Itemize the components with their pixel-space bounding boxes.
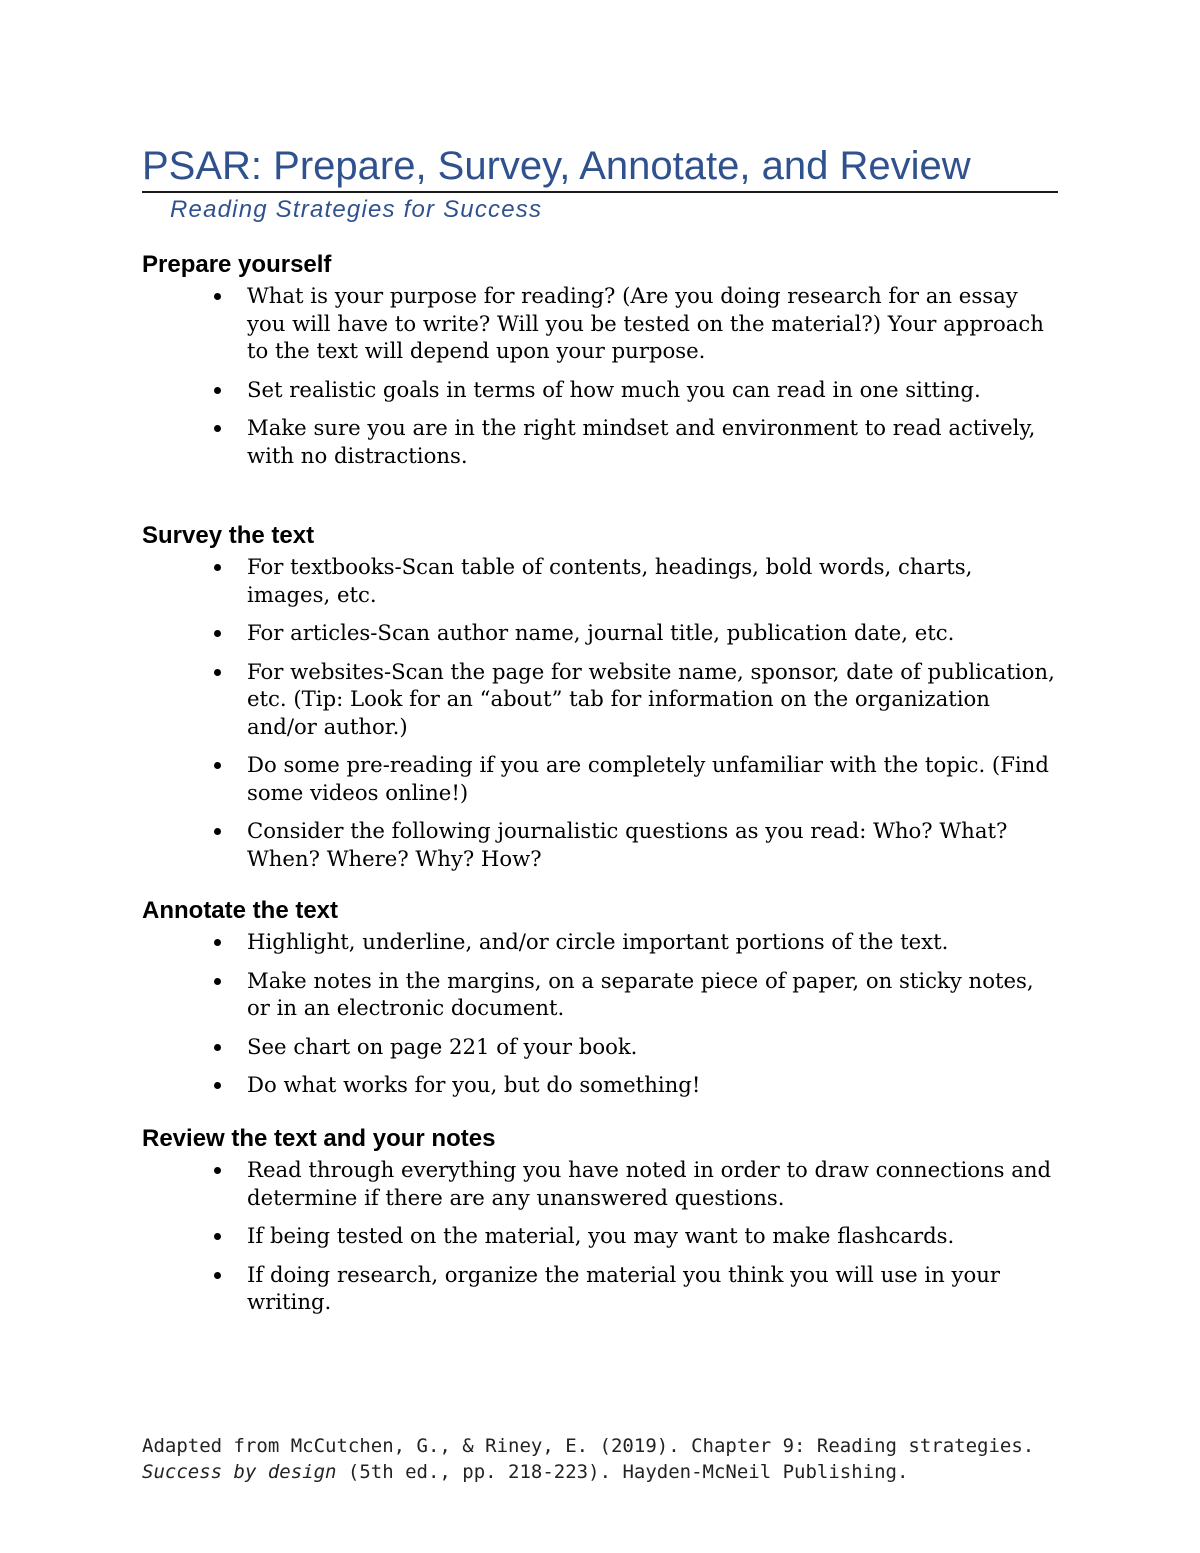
list-item (142, 817, 1062, 872)
section-annotate (142, 897, 1062, 1110)
section-heading: Annotate the text (142, 897, 339, 924)
list-item-text: Highlight, underline, and/or circle important portions of the text. (247, 929, 949, 954)
bullet-icon (214, 669, 221, 676)
bullet-icon (214, 293, 221, 300)
list-item-text: What is your purpose for reading? (Are you doing research for an essay you will have to write? Will you be tested on the material?) Your approach to the text will depend upon your purpose. (247, 283, 1044, 363)
list-item-text: Do some pre-reading if you are completely unfamiliar with the topic. (Find some videos online!) (247, 752, 1049, 805)
bullet-icon (214, 564, 221, 571)
citation-line-1: Adapted from McCutchen, G., & Riney, E. (2019). Chapter 9: Reading strategies. (142, 1435, 1035, 1457)
list-item (142, 1033, 1062, 1061)
list-item (142, 928, 1062, 956)
bullet-icon (214, 425, 221, 432)
list-item-text: Read through everything you have noted in order to draw connections and determine if there are any unanswered questions. (247, 1157, 1052, 1210)
list-item (142, 1156, 1062, 1211)
list-item-text: Make sure you are in the right mindset and environment to read actively, with no distractions. (247, 415, 1036, 468)
section-heading: Survey the text (142, 522, 315, 549)
bullet-icon (214, 1167, 221, 1174)
bullet-icon (214, 1082, 221, 1089)
bullet-icon (214, 1272, 221, 1279)
section-heading: Prepare yourself (142, 251, 332, 278)
list-item-text: For articles-Scan author name, journal title, publication date, etc. (247, 620, 955, 645)
list-item (142, 282, 1062, 365)
list-item (142, 619, 1062, 647)
bullet-icon (214, 630, 221, 637)
list-item (142, 376, 1062, 404)
bullet-list (142, 282, 1062, 469)
list-item-text: Do what works for you, but do something! (247, 1072, 701, 1097)
list-item (142, 553, 1062, 608)
list-item (142, 414, 1062, 469)
list-item (142, 967, 1062, 1022)
list-item-text: For textbooks-Scan table of contents, headings, bold words, charts, images, etc. (247, 554, 973, 607)
list-item (142, 658, 1062, 741)
document-subtitle: Reading Strategies for Success (170, 196, 543, 223)
bullet-icon (214, 387, 221, 394)
section-review (142, 1125, 1062, 1327)
section-prepare (142, 251, 1062, 480)
list-item (142, 1261, 1062, 1316)
list-item (142, 751, 1062, 806)
list-item-text: Make notes in the margins, on a separate piece of paper, on sticky notes, or in an electronic document. (247, 967, 1034, 1020)
list-item-text: If doing research, organize the material you think you will use in your writing. (247, 1261, 1001, 1314)
bullet-icon (214, 978, 221, 985)
bullet-list (142, 1156, 1062, 1316)
bullet-icon (214, 1233, 221, 1240)
citation-line-2 (142, 1459, 1034, 1485)
citation-book-title: Success by design (142, 1461, 337, 1483)
citation-footer (142, 1433, 1034, 1485)
bullet-icon (214, 939, 221, 946)
list-item-text: If being tested on the material, you may want to make flashcards. (247, 1223, 955, 1248)
list-item (142, 1222, 1062, 1250)
bullet-icon (214, 1044, 221, 1051)
bullet-list (142, 553, 1062, 872)
citation-line-2-rest: (5th ed., pp. 218-223). Hayden-McNeil Publishing. (336, 1461, 909, 1483)
section-survey (142, 522, 1062, 883)
list-item-text: Set realistic goals in terms of how much you can read in one sitting. (247, 376, 981, 402)
list-item-text: See chart on page 221 of your book. (247, 1033, 638, 1059)
list-item-text: For websites-Scan the page for website name, sponsor, date of publication, etc. (Tip: Look for an “about” tab for information on the organization and/or author.) (247, 658, 1055, 739)
bullet-list (142, 928, 1062, 1099)
list-item (142, 1071, 1062, 1099)
bullet-icon (214, 762, 221, 769)
section-heading: Review the text and your notes (142, 1125, 496, 1152)
document-title: PSAR: Prepare, Survey, Annotate, and Review (142, 142, 1058, 193)
list-item-text: Consider the following journalistic questions as you read: Who? What? When? Where? Why? How? (247, 818, 1008, 871)
bullet-icon (214, 828, 221, 835)
